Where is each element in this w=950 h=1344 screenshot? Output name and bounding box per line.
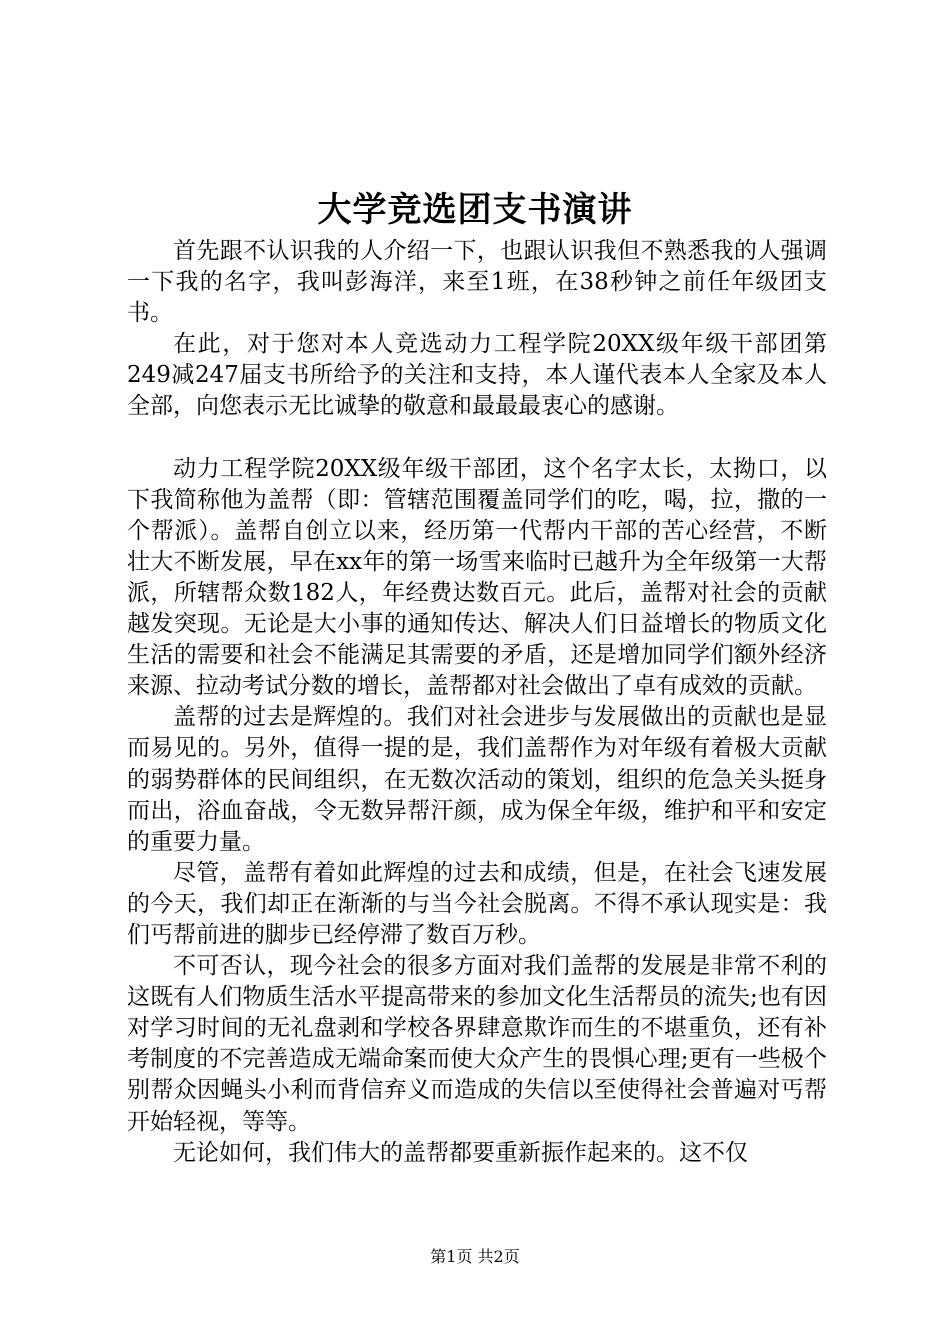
paragraph-gaibang-history: 动力工程学院20XX级年级干部团，这个名字太长，太拗口，以下我简称他为盖帮（即：管辖范围覆盖同学们的吃，喝，拉，撒的一个帮派）。盖帮自创立以来，经历第一代帮内干部的苦心经营，不断壮大不断发展，早在xx年的第一场雪来临时已越升为全年级第一大帮派，所辖帮众数182人，年经费达数百元。此后，盖帮对社会的贡献越发突现。无论是大小事的通知传达、解决人们日益增长的物质文化生活的需要和社会不能满足其需要的矛盾，还是增加同学们额外经济来源、拉动考试分数的增长，盖帮都对社会做出了卓有成效的贡献。: [127, 455, 827, 700]
paragraph-gaibang-present: 尽管，盖帮有着如此辉煌的过去和成绩，但是，在社会飞速发展的今天，我们却正在渐渐的与当今社会脱离。不得不承认现实是：我们丐帮前进的脚步已经停滞了数百万秒。: [127, 859, 827, 948]
paragraph-gaibang-past: 盖帮的过去是辉煌的。我们对社会进步与发展做出的贡献也是显而易见的。另外，值得一提的是，我们盖帮作为对年级有着极大贡献的弱势群体的民间组织，在无数次活动的策划，组织的危急关头挺身而出，浴血奋战，令无数异帮汗颜，成为保全年级，维护和平和安定的重要力量。: [127, 704, 827, 855]
paragraph-conclusion: 无论如何，我们伟大的盖帮都要重新振作起来的。这不仅: [173, 1139, 748, 1166]
paragraph-challenges: 不可否认，现今社会的很多方面对我们盖帮的发展是非常不利的这既有人们物质生活水平提高带来的参加文化生活帮员的流失;也有因对学习时间的无礼盘剥和学校各界肆意欺诈而生的不堪重负，还有补考制度的不完善造成无端命案而使大众产生的畏惧心理;更有一些极个别帮众因蝇头小利而背信弃义而造成的失信以至使得社会普遍对丐帮开始轻视，等等。: [127, 953, 827, 1135]
document-title: 大学竞选团支书演讲: [317, 190, 633, 230]
document-body: [127, 236, 827, 1169]
page-number-footer: 第1页 共2页: [430, 1247, 520, 1266]
paragraph-intro: 首先跟不认识我的人介绍一下，也跟认识我但不熟悉我的人强调一下我的名字，我叫彭海洋，来至1班，在38秒钟之前任年级团支书。: [127, 238, 827, 327]
paragraph-thanks: 在此，对于您对本人竞选动力工程学院20XX级年级干部团第249减247届支书所给予的关注和支持，本人谨代表本人全家及本人全部，向您表示无比诚挚的敬意和最最最衷心的感谢。: [127, 331, 827, 420]
